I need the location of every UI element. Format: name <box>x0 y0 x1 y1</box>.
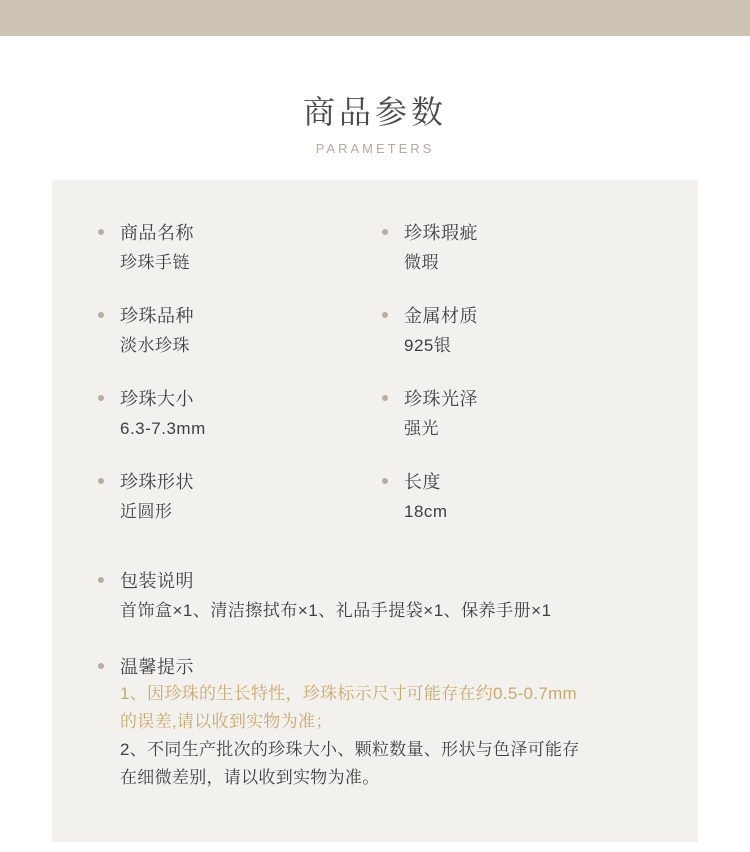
param-item <box>382 469 662 525</box>
bullet-dot-icon <box>382 395 388 401</box>
bullet-dot-icon <box>98 577 104 583</box>
bullet-dot-icon <box>382 478 388 484</box>
param-value: 强光 <box>404 419 439 438</box>
param-value: 近圆形 <box>120 502 173 521</box>
param-label: 珍珠大小 <box>120 389 194 409</box>
param-item <box>382 386 662 442</box>
tips-note-2-line-2: 在细微差别，请以收到实物为准。 <box>120 768 380 787</box>
param-label: 珍珠品种 <box>120 306 194 326</box>
page-title: 商品参数 <box>302 94 447 130</box>
page-header <box>0 36 750 158</box>
tips-label: 温馨提示 <box>120 657 194 677</box>
param-item <box>382 220 662 276</box>
top-color-band <box>0 0 750 36</box>
param-label: 金属材质 <box>404 306 478 326</box>
bullet-dot-icon <box>98 229 104 235</box>
tips-block <box>98 654 686 792</box>
page-subtitle: PARAMETERS <box>315 141 435 156</box>
tips-note-2-line-1: 2、不同生产批次的珍珠大小、颗粒数量、形状与色泽可能存 <box>120 740 580 759</box>
param-item <box>98 303 388 359</box>
param-label: 珍珠瑕疵 <box>404 223 478 243</box>
tips-note-1-line-2: 的误差,请以收到实物为准； <box>120 712 333 731</box>
param-item <box>98 220 388 276</box>
parameters-panel <box>52 180 698 852</box>
param-label: 珍珠形状 <box>120 472 194 492</box>
param-value: 925银 <box>404 336 452 355</box>
bullet-dot-icon <box>98 663 104 669</box>
bullet-dot-icon <box>98 395 104 401</box>
param-item <box>98 386 388 442</box>
bullet-dot-icon <box>98 312 104 318</box>
param-item <box>382 303 662 359</box>
bullet-dot-icon <box>382 229 388 235</box>
param-value: 珍珠手链 <box>120 253 190 272</box>
param-label: 商品名称 <box>120 223 194 243</box>
packaging-label: 包装说明 <box>120 571 194 591</box>
param-label: 长度 <box>404 472 441 492</box>
param-value: 6.3-7.3mm <box>120 419 206 438</box>
parameters-column-right <box>382 220 662 552</box>
packaging-value: 首饰盒×1、清洁擦拭布×1、礼品手提袋×1、保养手册×1 <box>120 601 552 620</box>
param-value: 微瑕 <box>404 253 439 272</box>
packaging-block <box>98 568 686 624</box>
param-label: 珍珠光泽 <box>404 389 478 409</box>
param-item <box>98 469 388 525</box>
bottom-spacer <box>0 842 750 852</box>
tips-note-1-line-1: 1、因珍珠的生长特性，珍珠标示尺寸可能存在约0.5-0.7mm <box>120 684 578 703</box>
bullet-dot-icon <box>98 478 104 484</box>
parameters-column-left <box>98 220 388 552</box>
bullet-dot-icon <box>382 312 388 318</box>
param-value: 淡水珍珠 <box>120 336 190 355</box>
param-value: 18cm <box>404 502 448 521</box>
